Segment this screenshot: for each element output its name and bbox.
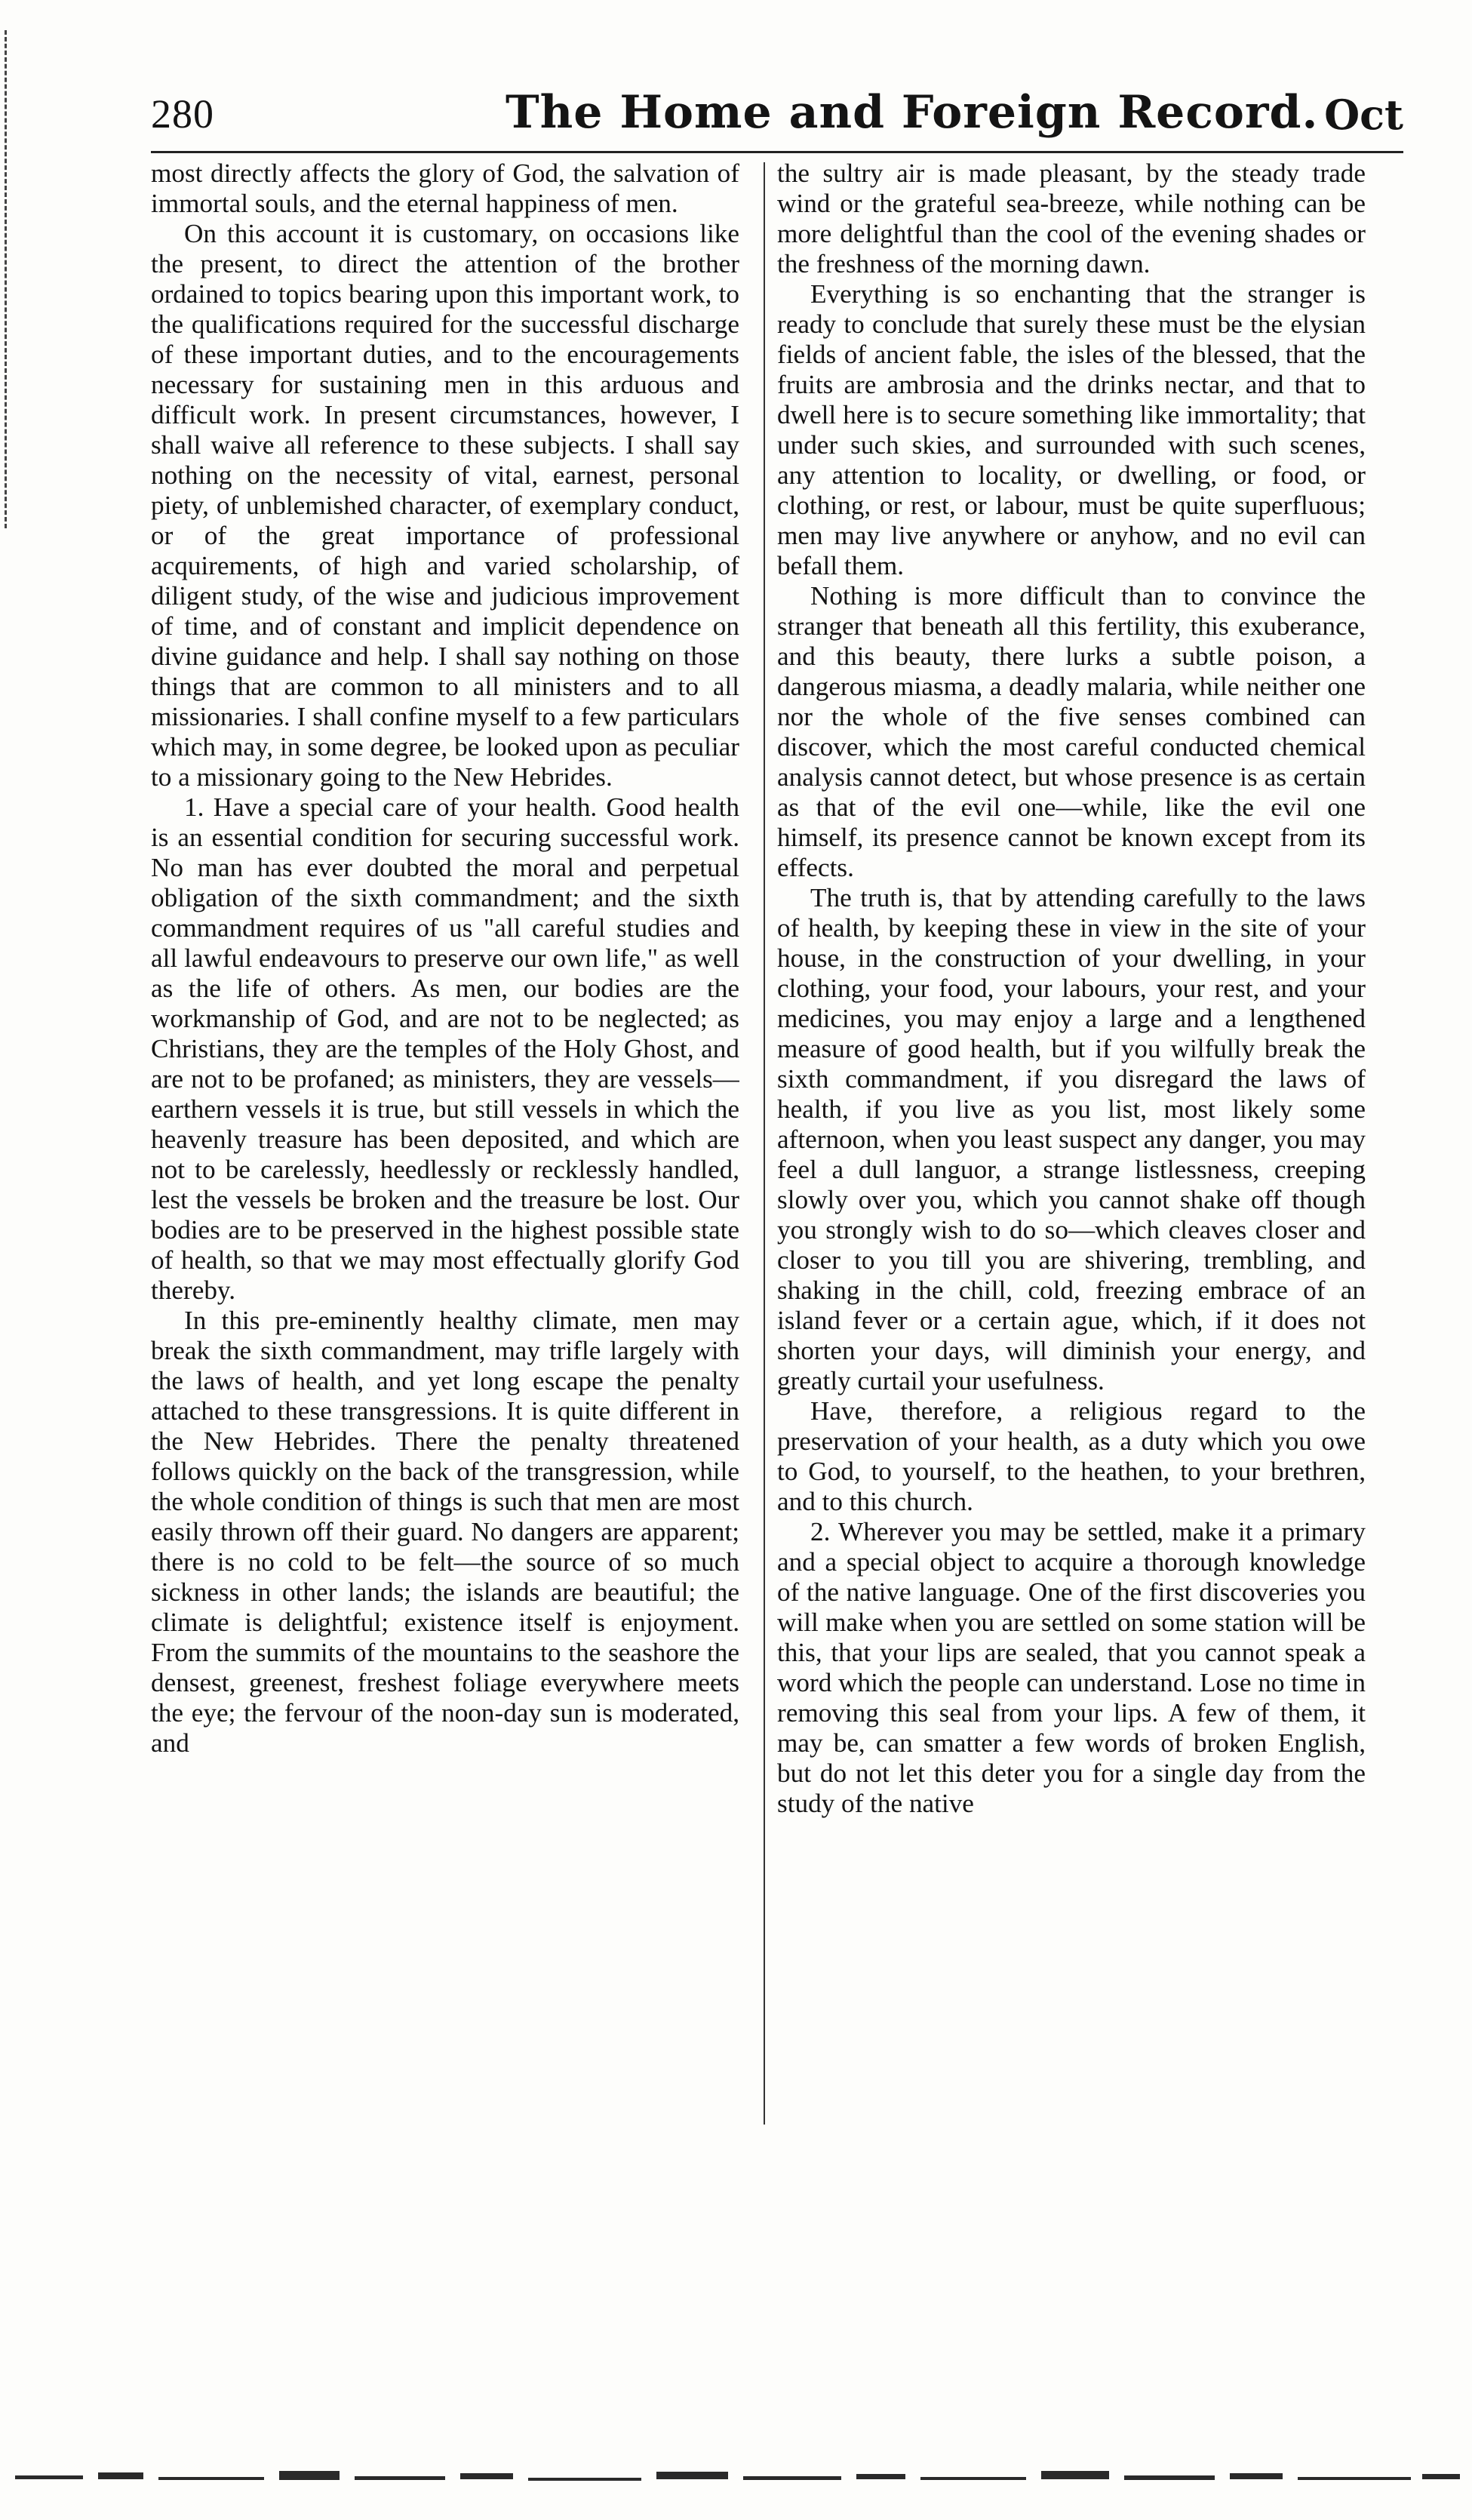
header-month: Oct [1324,91,1403,139]
paragraph: 1. Have a special care of your health. Good health is an essential condition for securing successful work. No man has ever doubted the moral and perpetual obligation of the sixth commandment; and the sixth commandment requires of us "all careful studies and all lawful endeavours to preserve our own life," as well as the life of others. As men, our bodies are the workmanship of God, and are not to be neglected; as Christians, they are the temples of the Holy Ghost, and are not to be profaned; as ministers, they are vessels—earthern vessels it is true, but still vessels in which the heavenly treasure has been deposited, and which are not to be carelessly, heedlessly or recklessly handled, lest the vessels be broken and the treasure be lost. Our bodies are to be preserved in the highest possible state of health, so that we may most effectually glorify God thereby. [151,792,739,1305]
paragraph: The truth is, that by attending carefully to the laws of health, by keeping these in view in the site of your house, in the construction of your dwelling, in your clothing, your food, your labours, your rest, and your medicines, you may enjoy a large and a lengthened measure of good health, but if you wilfully break the sixth commandment, if you disregard the laws of health, if you live as you list, most likely some afternoon, when you least suspect any danger, you may feel a dull languor, a strange listlessness, creeping slowly over you, which you cannot shake off though you strongly wish to do so—which cleaves closer and closer to you till you are shivering, trembling, and shaking in the chill, cold, freezing embrace of an island fever or a certain ague, which, if it does not shorten your days, will diminish your energy, and greatly curtail your usefulness. [777,883,1366,1395]
paragraph: On this account it is customary, on occasions like the present, to direct the attention of the brother ordained to topics bearing upon this important work, to the qualifications required for the successful discharge of these important duties, and to the encouragements necessary for sustaining men in this arduous and difficult work. In present circumstances, however, I shall waive all reference to these subjects. I shall say nothing on the necessity of vital, earnest, personal piety, of unblemished character, of exemplary conduct, or of the great importance of professional acquirements, of high and varied scholarship, of diligent study, of the wise and judicious improvement of time, and of constant and implicit dependence on divine guidance and help. I shall say nothing on those things that are common to all ministers and to all missionaries. I shall confine myself to a few particulars which may, in some degree, be looked upon as peculiar to a missionary going to the New Hebrides. [151,219,739,792]
paragraph: Everything is so enchanting that the stranger is ready to conclude that surely these must be the elysian fields of ancient fable, the isles of the blessed, that the fruits are ambrosia and the drinks nectar, and that to dwell here is to secure something like immortality; that under such skies, and surrounded with such scenes, any attention to locality, or dwelling, or food, or clothing, or rest, or labour, must be quite superfluous; men may live anywhere or anyhow, and no evil can befall them. [777,279,1366,580]
paragraph: Have, therefore, a religious regard to the preservation of your health, as a duty which you owe to God, to yourself, to the heathen, to your brethren, and to this church. [777,1396,1366,1516]
running-title: The Home and Foreign Record. [506,86,1319,139]
right-column [777,158,1366,2106]
scan-noise-strip [0,2462,1472,2492]
paragraph: most directly affects the glory of God, the salvation of immortal souls, and the eternal happiness of men. [151,158,739,218]
column-divider [764,162,765,2125]
paragraph: the sultry air is made pleasant, by the steady trade wind or the grateful sea-breeze, while nothing can be more delightful than the cool of the evening shades or the freshness of the morning dawn. [777,158,1366,278]
header-rule [151,151,1403,153]
left-column [151,158,739,2106]
paragraph: Nothing is more difficult than to convince the stranger that beneath all this fertility, this exuberance, and this beauty, there lurks a subtle poison, a dangerous miasma, a deadly malaria, while neither one nor the whole of the five senses combined can discover, which the most careful conducted chemical analysis cannot detect, but whose presence is as certain as that of the evil one—while, like the evil one himself, its presence cannot be known except from its effects. [777,581,1366,882]
page-header [151,83,1403,143]
paragraph: 2. Wherever you may be settled, make it a primary and a special object to acquire a thorough knowledge of the native language. One of the first discoveries you will make when you are settled on some station will be this, that your lips are sealed, that you cannot speak a word which the people can understand. Lose no time in removing this seal from your lips. A few of them, it may be, can smatter a few words of broken English, but do not let this deter you for a single day from the study of the native [777,1517,1366,1818]
paragraph: In this pre-eminently healthy climate, men may break the sixth commandment, may trifle largely with the laws of health, and yet long escape the penalty attached to these transgressions. It is quite different in the New Hebrides. There the penalty threatened follows quickly on the back of the transgression, while the whole condition of things is such that men are most easily thrown off their guard. No dangers are apparent; there is no cold to be felt—the source of so much sickness in other lands; the islands are beautiful; the climate is delightful; existence itself is enjoyment. From the summits of the mountains to the seashore the densest, greenest, freshest foliage everywhere meets the eye; the fervour of the noon-day sun is moderated, and [151,1306,739,1758]
margin-tick-marks [5,30,11,528]
page-number: 280 [151,91,214,137]
